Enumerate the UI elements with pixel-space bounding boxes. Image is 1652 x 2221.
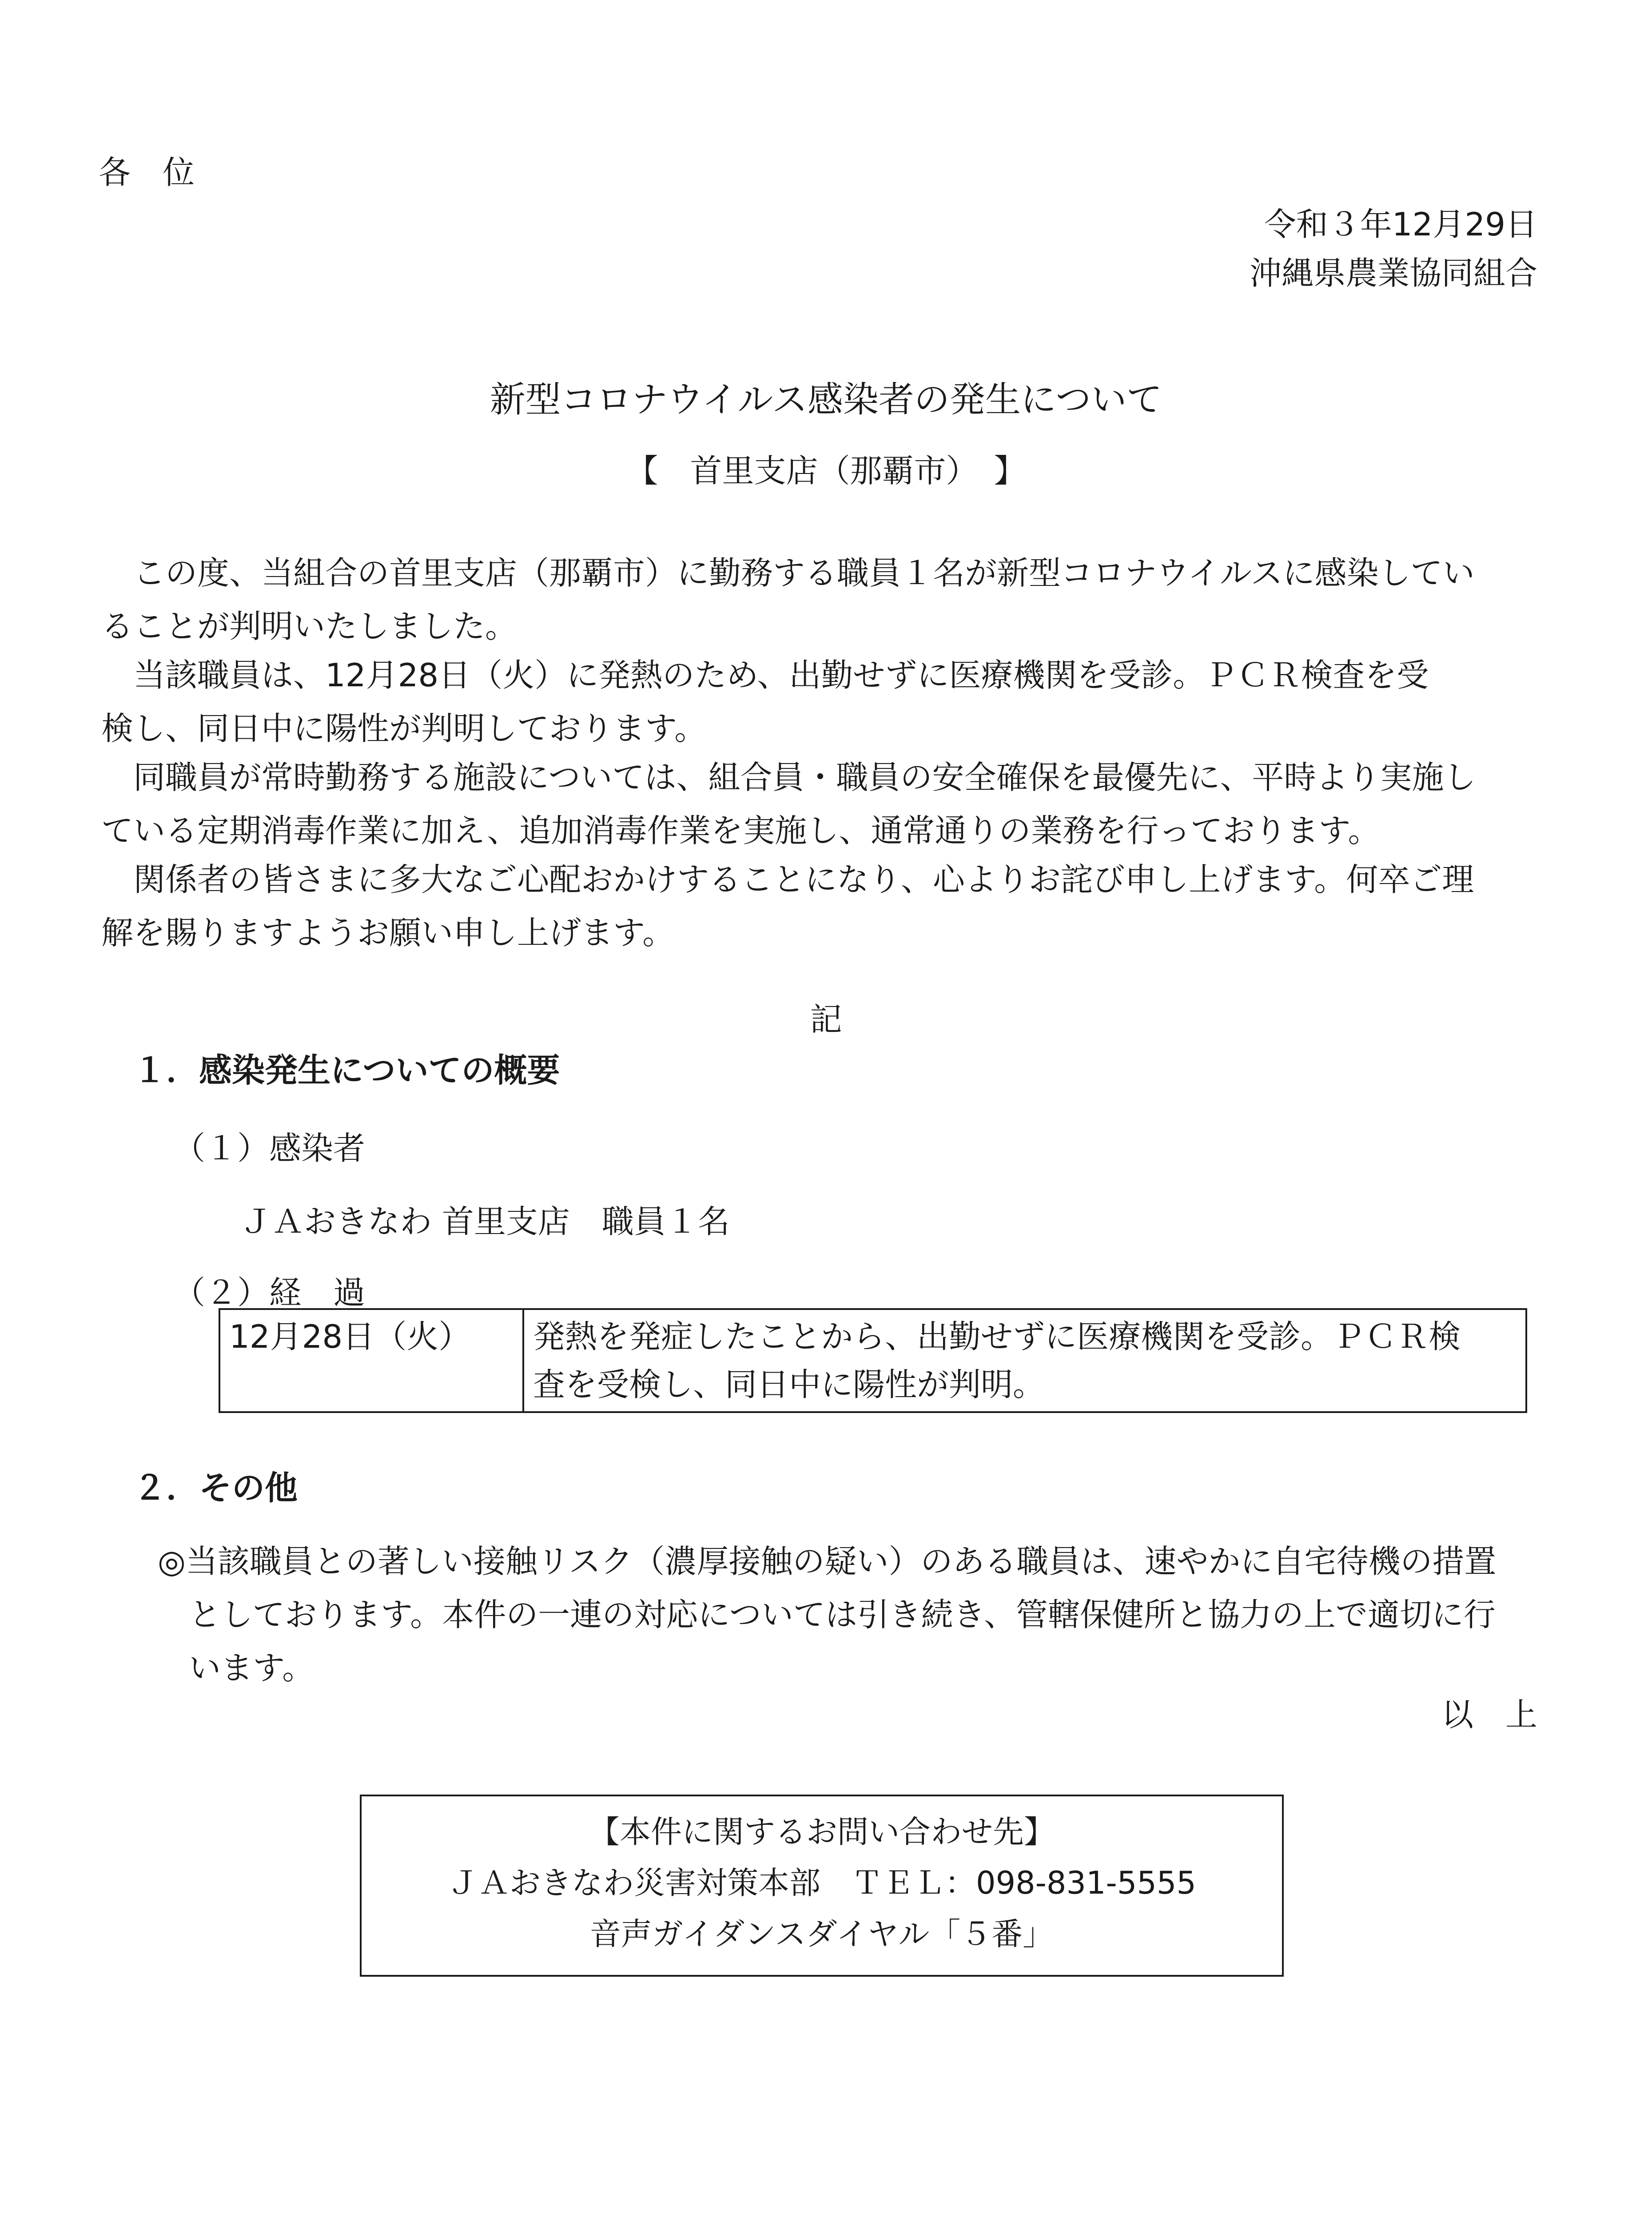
progress-table	[219, 1308, 1527, 1413]
paragraph-line: 同職員が常時勤務する施設については、組合員・職員の安全確保を最優先に、平時より実施し	[101, 759, 1476, 796]
paragraph-line: 解を賜りますようお願い申し上げます。	[101, 914, 675, 951]
paragraph-line: この度、当組合の首里支店（那覇市）に勤務する職員１名が新型コロナウイルスに感染してい	[101, 554, 1475, 592]
paragraph-announcement	[101, 546, 1549, 653]
issue-date: 令和３年12月29日	[1264, 206, 1537, 243]
paragraph-details	[101, 649, 1549, 755]
addressee: 各 位	[99, 154, 195, 191]
progress-description-line: 査を受検し、同日中に陽性が判明。	[533, 1366, 1045, 1403]
page-title: 新型コロナウイルス感染者の発生について	[490, 379, 1162, 420]
table-row	[219, 1309, 1526, 1412]
other-note-line: ◎当該職員との著しい接触リスク（濃厚接触の疑い）のある職員は、速やかに自宅待機の措置	[158, 1543, 1497, 1580]
progress-description-line: 発熱を発症したことから、出勤せずに医療機関を受診。ＰＣＲ検	[533, 1318, 1461, 1355]
paragraph-line: 当該職員は、12月28日（火）に発熱のため、出勤せずに医療機関を受診。ＰＣＲ検査を受	[101, 657, 1429, 694]
paragraph-disinfection	[101, 751, 1549, 857]
section-2-heading: ２．その他	[133, 1469, 298, 1507]
contact-dial-guide: 音声ガイダンスダイヤル「５番」	[589, 1916, 1054, 1952]
progress-label: （２）経 過	[173, 1274, 366, 1311]
other-note-line: としております。本件の一連の対応については引き続き、管轄保健所と協力の上で適切に行	[189, 1596, 1496, 1633]
branch-subtitle: 【 首里支店（那覇市） 】	[626, 452, 1026, 490]
contact-phone: ＪＡおきなわ災害対策本部 ＴＥＬ：098-831-5555	[447, 1865, 1196, 1901]
paragraph-apology	[101, 853, 1549, 959]
infected-label: （１）感染者	[173, 1130, 366, 1167]
infected-value: ＪＡおきなわ 首里支店 職員１名	[240, 1203, 730, 1240]
issuer-name: 沖縄県農業協同組合	[1249, 255, 1537, 292]
section-1-heading: １．感染発生についての概要	[133, 1051, 560, 1090]
closing-mark: 以 上	[1441, 1696, 1537, 1733]
other-note-line: います。	[189, 1649, 314, 1687]
paragraph-line: 検し、同日中に陽性が判明しております。	[101, 710, 707, 747]
paragraph-line: ることが判明いたしました。	[101, 608, 517, 645]
progress-description	[523, 1309, 1526, 1412]
paragraph-line: 関係者の皆さまに多大なご心配おかけすることになり、心よりお詫び申し上げます。何卒ご理	[101, 861, 1474, 898]
progress-date: 12月28日（火）	[219, 1309, 523, 1412]
paragraph-line: ている定期消毒作業に加え、追加消毒作業を実施し、通常通りの業務を行っております。	[101, 812, 1380, 849]
contact-heading: 【本件に関するお問い合わせ先】	[589, 1814, 1055, 1850]
notes-marker: 記	[810, 1001, 842, 1038]
contact-box	[360, 1795, 1284, 1977]
